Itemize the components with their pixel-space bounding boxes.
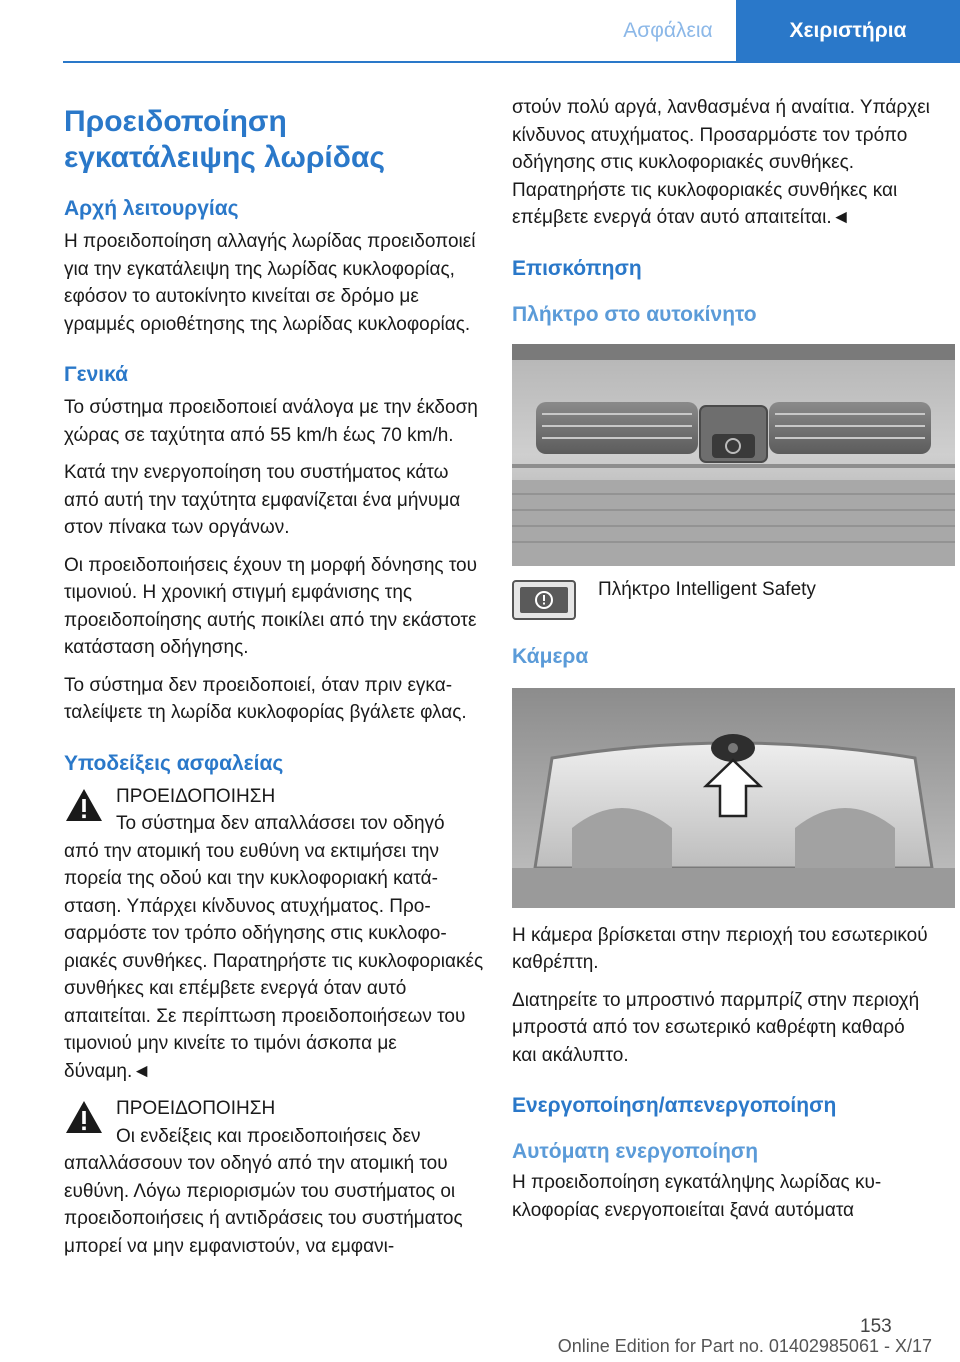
- warning-triangle-icon: [64, 1099, 104, 1135]
- camera-location-photo: [512, 688, 955, 908]
- general-paragraph-4: Το σύστημα δεν προειδοποιεί, όταν πριν εγκαταλείψετε τη λωρίδα κυκλοφορίας βγάλετε φλας.: [64, 674, 467, 723]
- page-header: [0, 0, 960, 62]
- activation-heading: Ενεργοποίηση/απενεργοποίηση: [512, 1094, 837, 1117]
- auto-activation-heading: Αυτόματη ενεργοποίηση: [512, 1140, 759, 1163]
- section-tab: Ασφάλεια: [623, 18, 713, 42]
- principle-heading: Αρχή λειτουργίας: [64, 197, 239, 220]
- general-heading: Γενικά: [64, 363, 129, 386]
- warning-block-2: [64, 1095, 484, 1260]
- footer-edition: Online Edition for Part no. 01402985061 - X/17: [557, 1336, 932, 1356]
- dashboard-button-photo: [512, 344, 955, 566]
- principle-text: Η προειδοποίηση αλλαγής λωρίδας προειδοποιεί για την εγκατάλειψη της λωρίδας κυκλοφορίας, εφόσον το αυτοκίνητο κινείται σε δρόμο με γραμμές οριοθέτησης της λωρίδας κυκλοφορίας.: [64, 231, 476, 335]
- right-column: [512, 94, 932, 1234]
- continued-warning-text: στούν πολύ αργά, λανθασμένα ή αναίτια. Υπάρχει κίνδυνος ατυχήματος. Προσαρμόστε τον τρόπο οδήγησης στις κυκλοφοριακές συνθήκες. Παρατηρήστε τις κυκλοφοριακές συνθήκες και επέμβετε ενεργά όταν αυτό απαιτείται.◄: [512, 97, 930, 228]
- overview-heading: Επισκόπηση: [512, 256, 642, 280]
- windshield-illustration: [512, 688, 955, 908]
- camera-paragraph-2: Διατηρείτε το μπροστινό παρμπρίζ στην περιοχή μπροστά από τον εσωτερικό καθρέφτη καθαρό και ακάλυπτο.: [512, 989, 920, 1066]
- camera-heading: Κάμερα: [512, 644, 589, 668]
- button-heading: Πλήκτρο στο αυτοκίνητο: [512, 302, 757, 326]
- page-number: 153: [860, 1316, 892, 1337]
- warning-title: ΠΡΟΕΙΔΟΠΟΙΗΣΗ: [116, 1098, 276, 1119]
- safety-heading: Υποδείξεις ασφαλείας: [64, 751, 284, 775]
- left-column: [64, 104, 484, 1270]
- button-caption: Πλήκτρο Intelligent Safety: [598, 578, 816, 600]
- page-title: Προειδοποίηση εγκατάλειψης λωρίδας: [64, 105, 386, 174]
- header-rule: [63, 61, 960, 63]
- auto-activation-text: Η προειδοποίηση εγκατάληψης λωρίδας κυκλοφορίας ενεργοποιείται ξανά αυτόματα: [512, 1172, 882, 1221]
- general-paragraph-1: Το σύστημα προειδοποιεί ανάλογα με την έκδοση χώρας σε ταχύτητα από 55 km/h έως 70 km/h.: [64, 397, 478, 446]
- warning-text: Οι ενδείξεις και προειδοποιήσεις δεν απαλλάσσουν τον οδηγό από την ατομική του ευθύνη. Λόγω περιορισμών του συστήματος οι προειδοποιήσεις ή αντιδράσεις του συστήματος μπορεί να μην εμφανιστούν, να εμφανι-: [64, 1125, 463, 1257]
- button-caption-row: [512, 580, 932, 620]
- camera-paragraph-1: Η κάμερα βρίσκεται στην περιοχή του εσωτερικού καθρέπτη.: [512, 924, 928, 973]
- general-paragraph-2: Κατά την ενεργοποίηση του συστήματος κάτω από αυτή την ταχύτητα εμφανίζεται ένα μήνυμα στον πίνακα των οργάνων.: [64, 462, 461, 538]
- warning-triangle-icon: [64, 787, 104, 823]
- dashboard-illustration: [512, 344, 955, 566]
- warning-block-1: [64, 783, 484, 1086]
- warning-text: Το σύστημα δεν απαλλάσσει τον οδηγό από την ατομική του ευθύνη να εκτιμήσει την πορεία της οδού και την κυκλοφοριακή κατάσταση. Υπάρχει κίνδυνος ατυχήματος. Προσαρμόστε τον τρόπο οδήγησης στις κυκλοφοριακές συνθήκες. Παρατηρήστε τις κυκλοφοριακές συνθήκες και επέμβετε ενεργά όταν αυτό απαιτείται. Σε περίπτωση προειδοποιήσεων του τιμονιού μην κινείτε το τιμόνι άσκοπα με δύναμη.◄: [64, 813, 484, 1082]
- general-paragraph-3: Οι προειδοποιήσεις έχουν τη μορφή δόνησης του τιμονιού. Η χρονική στιγμή εμφάνισης της προειδοποίησης αυτής ποικίλει από την εκάστοτε κατάσταση οδήγησης.: [64, 554, 478, 658]
- chapter-tab: Χειριστήρια: [736, 0, 960, 62]
- warning-title: ΠΡΟΕΙΔΟΠΟΙΗΣΗ: [116, 785, 276, 807]
- intelligent-safety-button-icon: [512, 580, 576, 620]
